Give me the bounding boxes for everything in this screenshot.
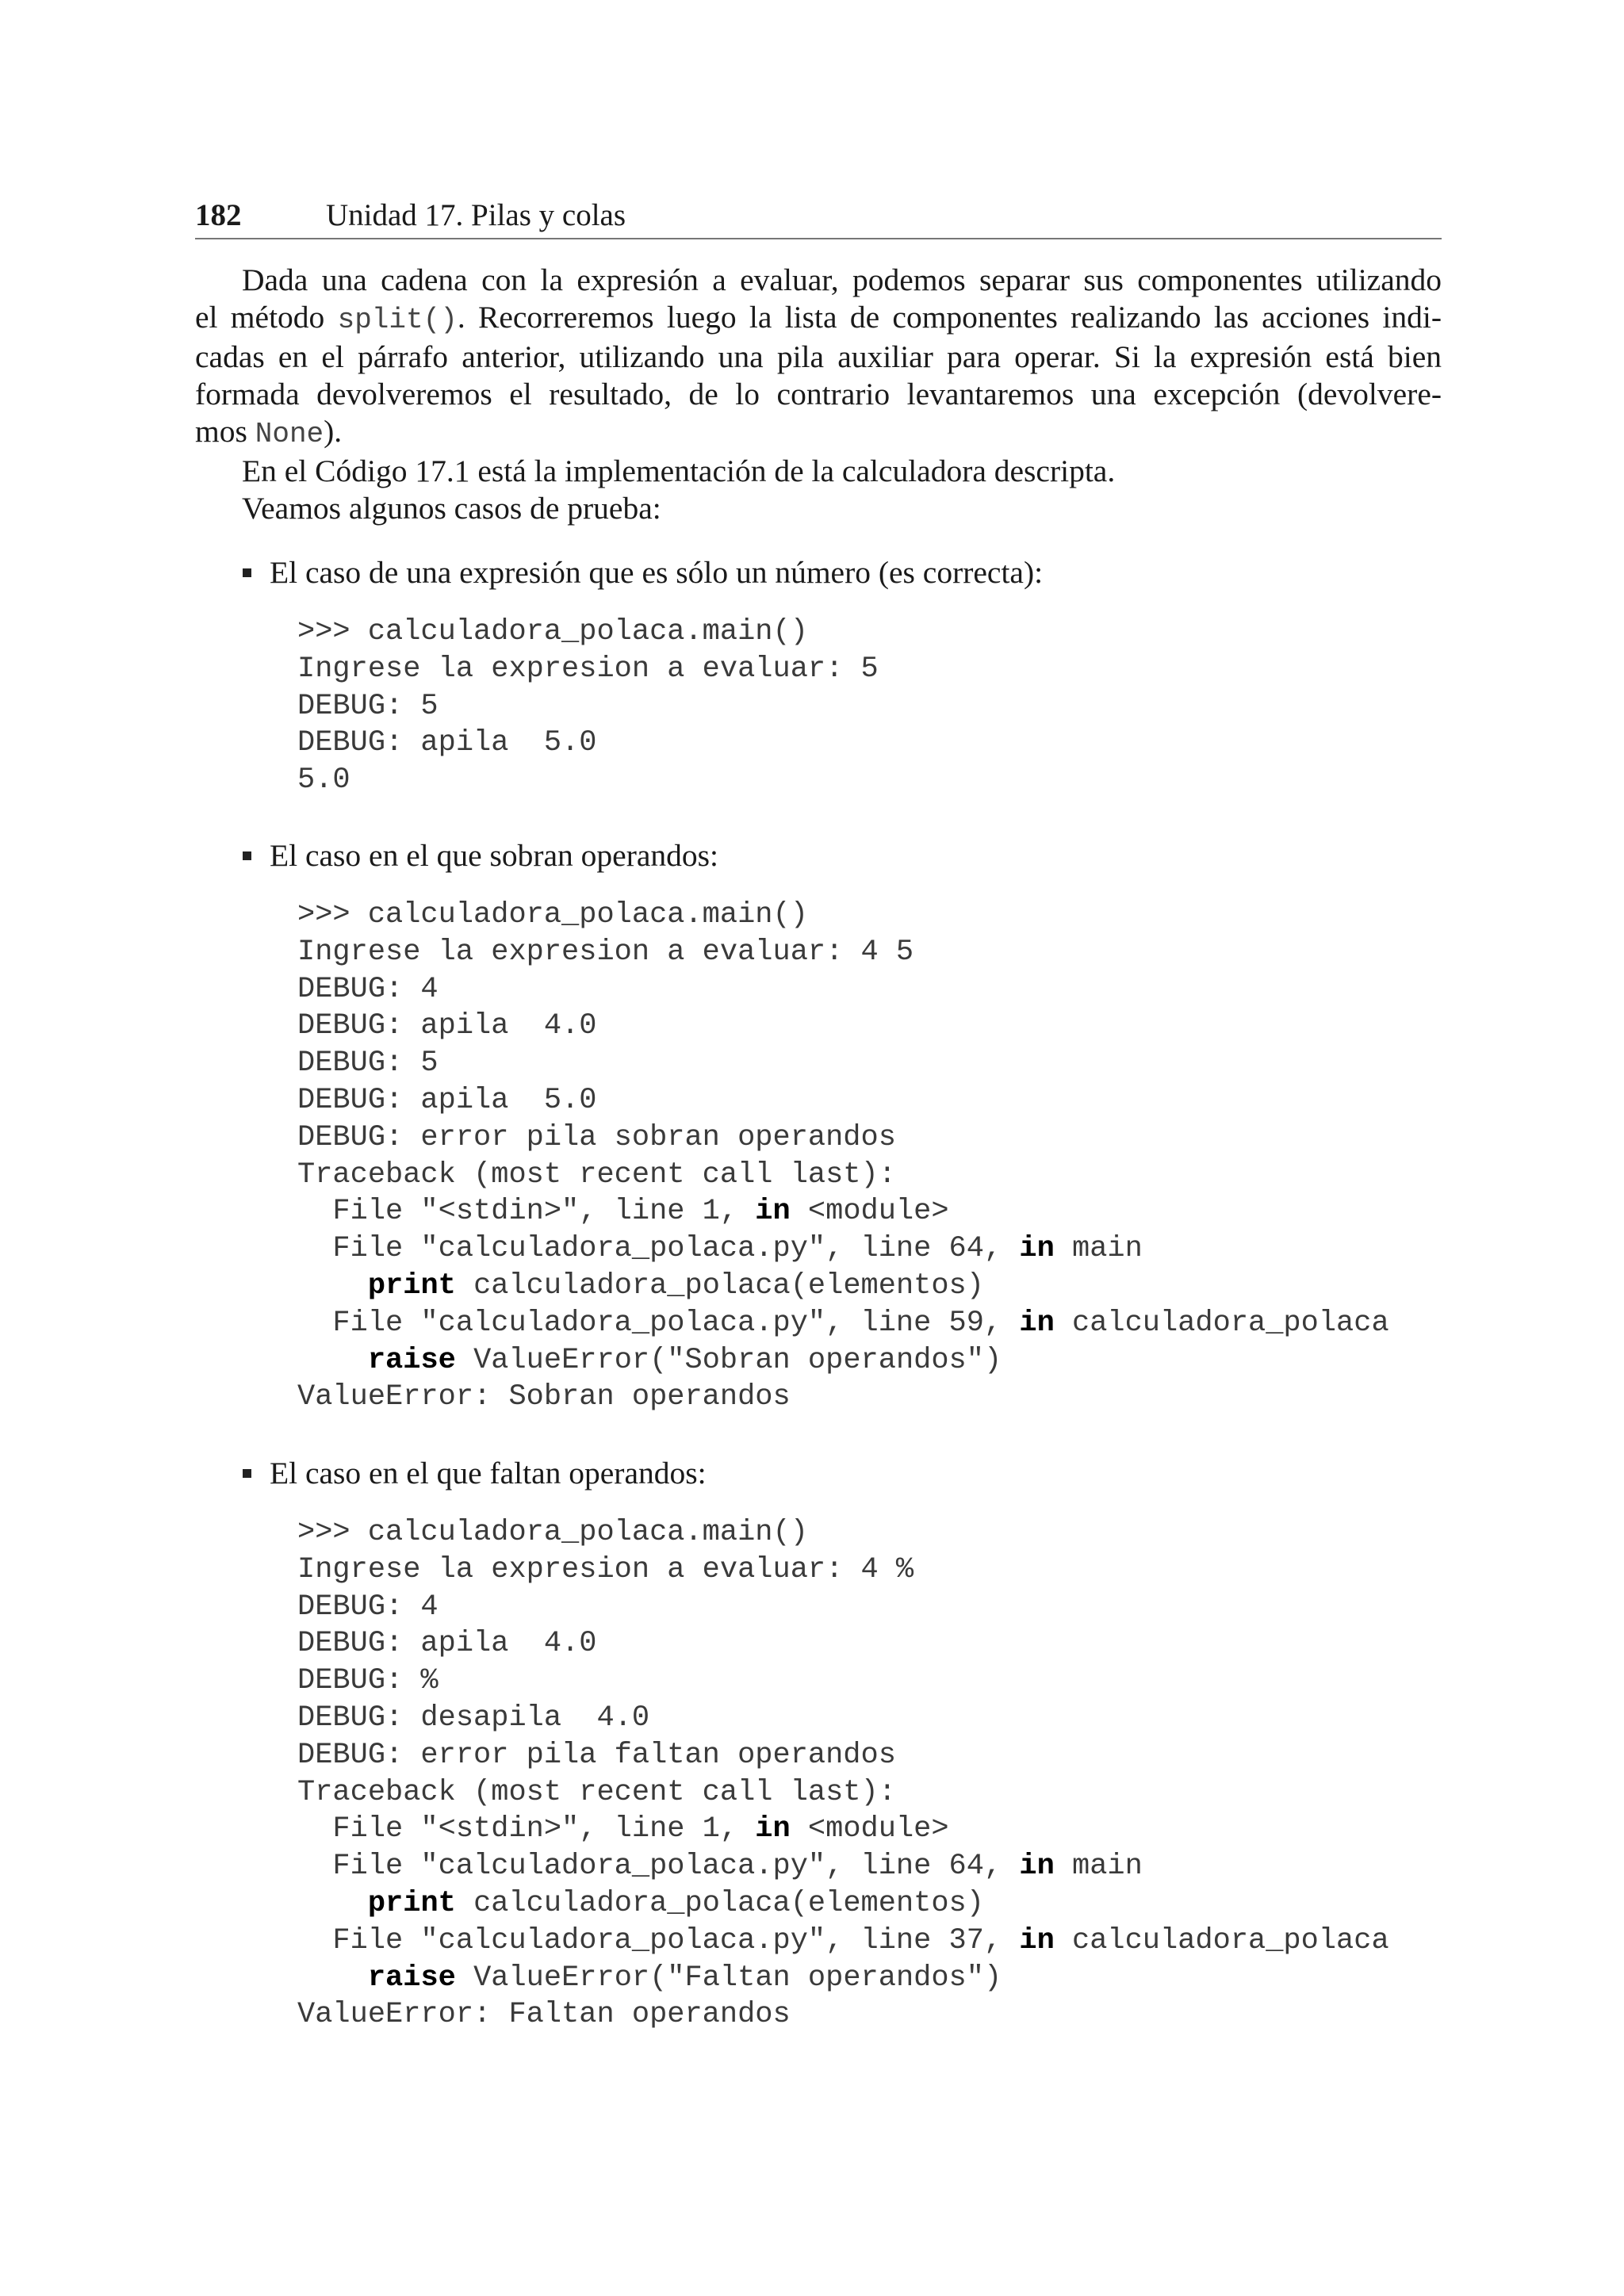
code-line	[297, 1305, 1389, 1342]
code-fragment: File "calculadora_polaca.py", line 64,	[297, 1850, 1020, 1884]
code-line: >>> calculadora_polaca.main()	[297, 1516, 808, 1549]
code-line: DEBUG: apila 4.0	[297, 1009, 597, 1043]
code-line: DEBUG: %	[297, 1664, 439, 1698]
code-line: DEBUG: 5	[297, 689, 439, 723]
paragraph-3: Veamos algunos casos de prueba:	[242, 491, 661, 526]
code-fragment: calculadora_polaca	[1054, 1306, 1389, 1340]
code-line: >>> calculadora_polaca.main()	[297, 615, 808, 649]
case-2-bullet-text: El caso en el que sobran operandos:	[270, 838, 718, 873]
code-line: >>> calculadora_polaca.main()	[297, 898, 808, 932]
paragraph-1-line-1: Dada una cadena con la expresión a evaluar, podemos separar sus componentes utilizando	[242, 262, 1442, 297]
code-line: DEBUG: apila 5.0	[297, 726, 597, 760]
code-fragment: main	[1054, 1850, 1143, 1884]
running-header	[195, 197, 1442, 239]
code-fragment	[297, 1961, 368, 1995]
code-line	[297, 1885, 1389, 1923]
code-fragment: calculadora_polaca	[1054, 1923, 1389, 1957]
text-fragment: ).	[324, 414, 343, 449]
bullet-marker	[243, 851, 251, 860]
code-fragment	[297, 1344, 368, 1377]
inline-code-split: split()	[337, 304, 458, 336]
bullet-marker	[243, 1469, 251, 1478]
code-keyword: raise	[367, 1961, 456, 1995]
paragraph-1	[195, 262, 1442, 453]
code-line	[297, 1960, 1389, 1997]
code-line: Ingrese la expresion a evaluar: 5	[297, 652, 879, 686]
code-fragment: File "calculadora_polaca.py", line 64,	[297, 1232, 1020, 1266]
code-line: Ingrese la expresion a evaluar: 4 %	[297, 1552, 914, 1586]
code-line: ValueError: Faltan operandos	[297, 1998, 791, 2032]
code-fragment: File "calculadora_polaca.py", line 59,	[297, 1306, 1020, 1340]
code-keyword: in	[755, 1195, 791, 1229]
code-fragment: main	[1054, 1232, 1143, 1266]
code-line: DEBUG: desapila 4.0	[297, 1701, 650, 1735]
case-3-code-block	[297, 1514, 1389, 2034]
code-keyword: raise	[367, 1343, 456, 1377]
code-keyword: in	[1019, 1306, 1055, 1340]
code-line	[297, 1848, 1389, 1885]
code-fragment: File "calculadora_polaca.py", line 37,	[297, 1923, 1020, 1957]
code-line: DEBUG: error pila sobran operandos	[297, 1120, 896, 1154]
case-1-code-block	[297, 614, 879, 799]
paragraph-1-line-2	[195, 299, 1442, 339]
code-keyword: in	[1019, 1850, 1055, 1884]
paragraph-1-line-4: formada devolveremos el resultado, de lo contrario levantaremos una excepción (devolvere-	[195, 377, 1442, 411]
code-line: DEBUG: apila 4.0	[297, 1627, 597, 1661]
code-line: DEBUG: 4	[297, 1590, 439, 1624]
page-number: 182	[195, 198, 242, 232]
code-fragment	[297, 1269, 368, 1303]
code-fragment: <module>	[790, 1195, 949, 1229]
code-keyword: in	[755, 1812, 791, 1846]
code-fragment: calculadora_polaca(elementos)	[455, 1886, 984, 1920]
code-line: Ingrese la expresion a evaluar: 4 5	[297, 935, 914, 969]
code-line	[297, 1342, 1389, 1380]
text-fragment: el método	[195, 300, 338, 335]
paragraph-1-line-5	[195, 413, 1442, 453]
code-keyword: in	[1019, 1923, 1055, 1957]
code-line: Traceback (most recent call last):	[297, 1775, 896, 1809]
text-fragment: mos	[195, 414, 255, 449]
bullet-marker	[243, 568, 251, 577]
code-line	[297, 1811, 1389, 1848]
code-line: 5.0	[297, 763, 350, 798]
code-fragment: <module>	[790, 1812, 949, 1846]
code-line: DEBUG: 4	[297, 972, 439, 1006]
code-keyword: in	[1019, 1232, 1055, 1266]
code-line	[297, 1268, 1389, 1305]
paragraph-2: En el Código 17.1 está la implementación de la calculadora descripta.	[242, 453, 1116, 488]
code-line: Traceback (most recent call last):	[297, 1158, 896, 1192]
code-fragment	[297, 1887, 368, 1920]
code-fragment: calculadora_polaca(elementos)	[455, 1269, 984, 1303]
code-line: DEBUG: error pila faltan operandos	[297, 1738, 896, 1772]
code-fragment: File "<stdin>", line 1,	[297, 1812, 756, 1846]
code-keyword: print	[367, 1886, 456, 1920]
code-line	[297, 1193, 1389, 1230]
code-fragment: ValueError("Sobran operandos")	[455, 1343, 1002, 1377]
paragraph-1-line-3: cadas en el párrafo anterior, utilizando una pila auxiliar para operar. Si la expresión está bien	[195, 339, 1442, 374]
code-fragment: ValueError("Faltan operandos")	[455, 1961, 1002, 1995]
code-fragment: File "<stdin>", line 1,	[297, 1195, 756, 1229]
code-line	[297, 1923, 1389, 1960]
inline-code-none: None	[255, 418, 324, 450]
code-keyword: print	[367, 1269, 456, 1303]
code-line: DEBUG: 5	[297, 1047, 439, 1081]
intro-text	[195, 262, 1442, 527]
case-3-bullet-text: El caso en el que faltan operandos:	[270, 1456, 707, 1490]
running-title: Unidad 17. Pilas y colas	[326, 198, 626, 232]
case-1-bullet-text: El caso de una expresión que es sólo un número (es correcta):	[270, 555, 1044, 590]
text-fragment: . Recorreremos luego la lista de componentes realizando las acciones indi-	[457, 300, 1442, 335]
code-line	[297, 1230, 1389, 1268]
code-line: DEBUG: apila 5.0	[297, 1083, 597, 1117]
case-2-code-block	[297, 897, 1389, 1416]
code-line: ValueError: Sobran operandos	[297, 1380, 791, 1414]
